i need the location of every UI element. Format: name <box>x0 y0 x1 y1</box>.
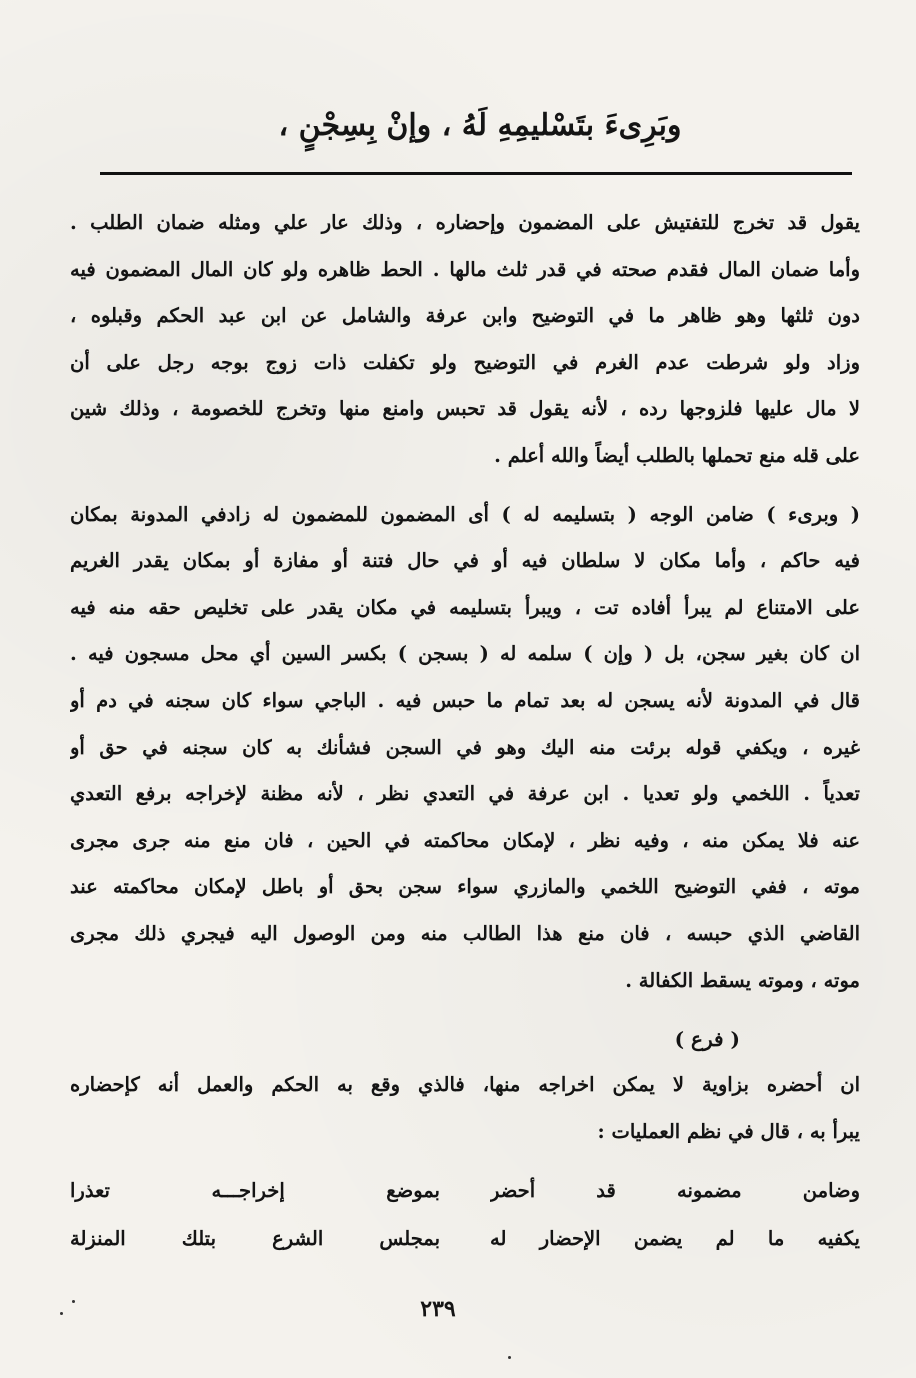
text-line: القاضي الذي حبسه ، فان منع هذا الطالب منه ومن الوصول اليه فيجري ذلك مجرى <box>70 921 860 945</box>
page-body <box>70 200 860 1263</box>
section-heading: ( فرع ) <box>674 1027 740 1052</box>
text-line: دون ثلثها وهو ظاهر ما في التوضيح وابن عرفة والشامل عن ابن عبد الحكم وقبلوه ، <box>70 304 860 328</box>
page-number: ٢٣٩ <box>420 1296 456 1322</box>
text-line: غيره ، ويكفي قوله برئت منه اليك وهو في السجن فشأنك به كان سجنه في حق أو <box>70 735 860 759</box>
poem-hemistich-first: وضامن مضمونه قد أحضر <box>490 1179 860 1203</box>
page-title: وبَرِىءَ بتَسْليمِهِ لَهُ ، وإنْ بِسِجْنٍ ، <box>278 108 682 143</box>
poem-hemistich-first: يكفيه ما لم يضمن الإحضار له <box>490 1227 860 1251</box>
text-line: وزاد ولو شرطت عدم الغرم في التوضيح ولو تكفلت ذات زوج بوجه رجل على أن <box>70 350 860 374</box>
text-line: لا مال عليها فلزوجها رده ، لأنه يقول قد تحبس وامنع منها وتخرج للخصومة ، وذلك شين <box>70 397 860 421</box>
closing-paragraph <box>70 1062 860 1155</box>
scan-speck <box>508 1356 511 1359</box>
poem-hemistich-second: بموضع إخراجـــه تعذرا <box>70 1179 440 1203</box>
text-line: عنه فلا يمكن منه ، وفيه نظر ، لإمكان محاكمته في الحين ، فان منع منه جرى مجرى <box>70 828 860 852</box>
paragraph-2 <box>70 492 860 1005</box>
text-line: وأما ضمان المال فقدم صحته في قدر ثلث مالها . الحط ظاهره ولو كان المال المضمون فيه <box>70 257 860 281</box>
poem <box>70 1167 860 1263</box>
text-line: يقول قد تخرج للتفتيش على المضمون وإحضاره ، وذلك عار علي ومثله ضمان الطلب . <box>70 211 860 234</box>
text-line: ( وبرىء ) ضامن الوجه ( بتسليمه له ) أى المضمون للمضمون له زادفي المدونة بمكان <box>70 502 860 526</box>
text-line: ان كان بغير سجن، بل ( وإن ) سلمه له ( بسجن ) بكسر السين أي محل مسجون فيه . <box>70 642 860 666</box>
paragraph-1 <box>70 200 860 480</box>
scan-speck <box>72 1300 75 1303</box>
text-line: موته ، وموته يسقط الكفالة . <box>625 968 860 992</box>
text-line: ان أحضره بزاوية لا يمكن اخراجه منها، فالذي وقع به الحكم والعمل أنه كإحضاره <box>70 1073 860 1097</box>
text-line: تعدياً . اللخمي ولو تعديا . ابن عرفة في التعدي نظر ، لأنه مظنة لإخراجه برفع التعدي <box>70 782 860 806</box>
title-rule <box>100 172 852 175</box>
text-line: موته ، ففي التوضيح اللخمي والمازري سواء سجن بحق أو باطل لإمكان محاكمته عند <box>70 875 860 899</box>
text-line: على الامتناع لم يبرأ أفاده تت ، ويبرأ بتسليمه في مكان يقدر على تخليص حقه منه فيه <box>70 595 860 619</box>
text-line: فيه حاكم ، وأما مكان لا سلطان فيه أو في حال فتنة أو مفازة أو بمكان يقدر الغريم <box>70 549 860 573</box>
text-line: يبرأ به ، قال في نظم العمليات : <box>597 1119 860 1143</box>
text-line: قال في المدونة لأنه يسجن له بعد تمام ما حبس فيه . الباجي سواء كان سجنه في دم أو <box>70 688 860 712</box>
poem-hemistich-second: بمجلس الشرع بتلك المنزلة <box>70 1227 440 1251</box>
poem-verse <box>70 1215 860 1263</box>
scan-speck <box>60 1312 63 1315</box>
poem-verse <box>70 1167 860 1215</box>
text-line: على قله منع تحملها بالطلب أيضاً والله أعلم . <box>494 443 860 467</box>
